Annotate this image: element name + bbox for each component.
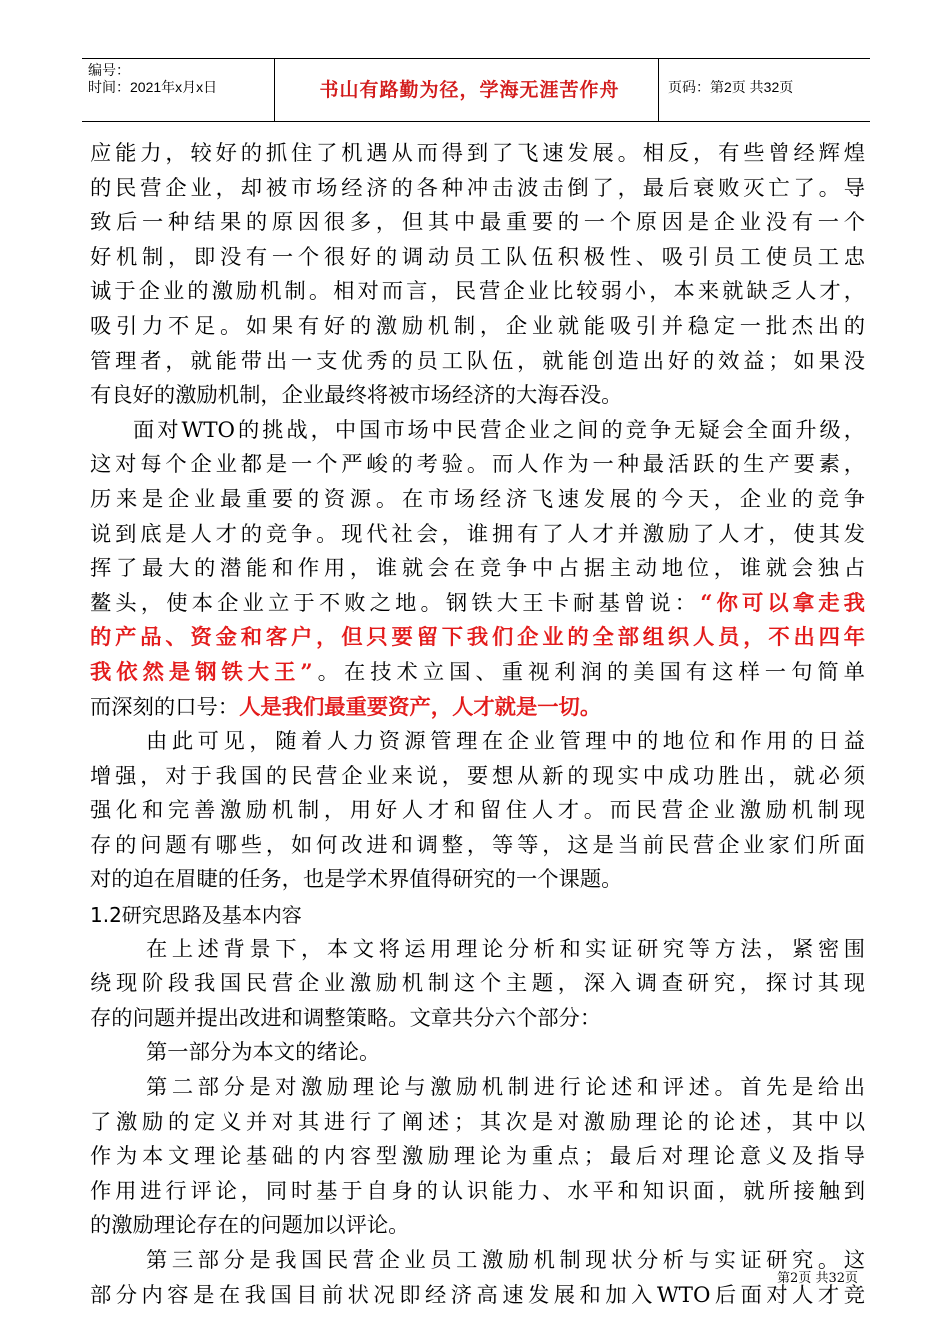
text-line: 挥了最大的潜能和作用，谁就会在竞争中占据主动地位，谁就会独占 xyxy=(90,556,865,582)
text-run: 而深刻的口号： xyxy=(90,694,240,720)
text-line: 说到底是人才的竞争。现代社会，谁拥有了人才并激励了人才，使其发 xyxy=(90,521,865,547)
text-line: 作为本文理论基础的内容型激励理论为重点；最后对理论意义及指导 xyxy=(90,1144,865,1170)
text-line: 由此可见，随着人力资源管理在企业管理中的地位和作用的日益 xyxy=(146,729,865,755)
text-line: 存的问题并提出改进和调整策略。文章共分六个部分： xyxy=(90,1005,602,1031)
text-line: 在上述背景下，本文将运用理论分析和实证研究等方法，紧密围 xyxy=(146,936,865,962)
text-line: 管理者，就能带出一支优秀的员工队伍，就能创造出好的效益；如果没 xyxy=(90,348,865,374)
text-line: 好机制，即没有一个很好的调动员工队伍积极性、吸引员工使员工忠 xyxy=(90,244,865,270)
header-page-info: 页码：第2页 共32页 xyxy=(668,79,794,95)
quote-highlight: 的产品、资金和客户，但只要留下我们企业的全部组织人员，不出四年 xyxy=(90,625,865,651)
header-motto: 书山有路勤为径，学海无涯苦作舟 xyxy=(319,79,620,101)
text-line: 了激励的定义并对其进行了阐述；其次是对激励理论的论述，其中以 xyxy=(90,1109,865,1135)
section-heading: 1.2研究思路及基本内容 xyxy=(90,903,302,928)
text-line: 第一部分为本文的绪论。 xyxy=(146,1040,381,1066)
text-line: 历来是企业最重要的资源。在市场经济飞速发展的今天，企业的竞争 xyxy=(90,486,865,512)
text-line: 面对WTO的挑战，中国市场中民营企业之间的竞争无疑会全面升级， xyxy=(133,417,865,443)
text-line xyxy=(90,587,865,622)
time-label: 时间：2021年x月x日 xyxy=(88,79,218,95)
text-line xyxy=(90,656,865,691)
text-line: 的民营企业，却被市场经济的各种冲击波击倒了，最后衰败灭亡了。导 xyxy=(90,175,865,201)
text-line: 有良好的激励机制，企业最终将被市场经济的大海吞没。 xyxy=(90,383,623,409)
header-divider xyxy=(274,59,275,121)
text-line: 强化和完善激励机制，用好人才和留住人才。而民营企业激励机制现 xyxy=(90,798,865,824)
text-line: 致后一种结果的原因很多，但其中最重要的一个原因是企业没有一个 xyxy=(90,210,865,236)
text-line: 吸引力不足。如果有好的激励机制，企业就能吸引并稳定一批杰出的 xyxy=(90,313,865,339)
text-line: 第二部分是对激励理论与激励机制进行论述和评述。首先是给出 xyxy=(146,1075,865,1101)
text-line: 的激励理论存在的问题加以评论。 xyxy=(90,1213,410,1239)
quote-highlight: 我依然是钢铁大王” xyxy=(90,659,313,685)
header-divider xyxy=(658,59,659,121)
text-line: 存的问题有哪些，如何改进和调整，等等，这是当前民营企业家们所面 xyxy=(90,832,865,858)
text-line: 部分内容是在我国目前状况即经济高速发展和加入WTO后面对人才竞 xyxy=(90,1282,865,1308)
text-line: 这对每个企业都是一个严峻的考验。而人作为一种最活跃的生产要素， xyxy=(90,452,865,478)
quote-highlight: “你可以拿走我 xyxy=(700,590,865,616)
text-line: 应能力，较好的抓住了机遇从而得到了飞速发展。相反，有些曾经辉煌 xyxy=(90,141,865,166)
text-line xyxy=(90,691,865,726)
text-run: 鳌头，使本企业立于不败之地。钢铁大王卡耐基曾说： xyxy=(90,590,701,616)
page-header xyxy=(82,58,870,122)
text-line: 第三部分是我国民营企业员工激励机制现状分析与实证研究。这 xyxy=(146,1248,865,1273)
text-run: 。在技术立国、重视利润的美国有这样一句简单 xyxy=(312,659,865,685)
text-line: 绕现阶段我国民营企业激励机制这个主题，深入调查研究，探讨其现 xyxy=(90,971,865,997)
page-footer: 第2页 共32页 xyxy=(777,1271,858,1286)
text-line: 作用进行评论，同时基于自身的认识能力、水平和知识面，就所接触到 xyxy=(90,1178,865,1204)
number-label: 编号： xyxy=(88,62,130,78)
text-line: 诚于企业的激励机制。相对而言，民营企业比较弱小，本来就缺乏人才， xyxy=(90,279,865,305)
text-line: 增强，对于我国的民营企业来说，要想从新的现实中成功胜出，就必须 xyxy=(90,763,865,789)
text-line: 对的迫在眉睫的任务，也是学术界值得研究的一个课题。 xyxy=(90,867,623,893)
slogan-highlight: 人是我们最重要资产，人才就是一切。 xyxy=(239,694,602,720)
document-body xyxy=(90,137,865,1313)
header-meta xyxy=(88,62,217,96)
